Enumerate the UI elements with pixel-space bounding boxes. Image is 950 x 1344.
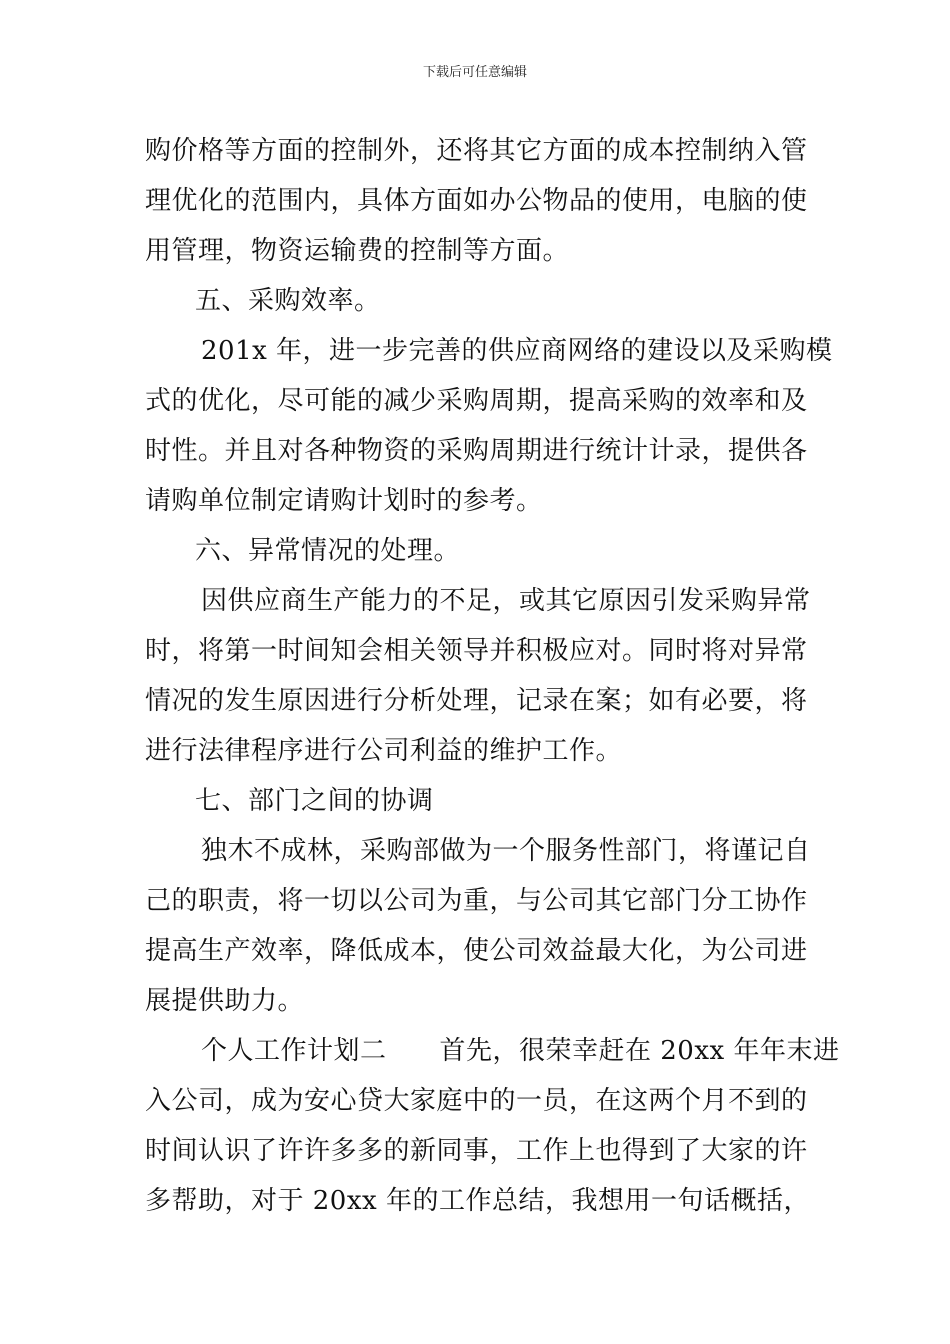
header-text: 下载后可任意编辑 — [422, 65, 527, 80]
text-line: 用管理，物资运输费的控制等方面。 — [145, 236, 570, 266]
text-line: 个人工作计划二 首先，很荣幸赶在 20xx 年年末进 — [201, 1036, 840, 1066]
text-line: 时性。并且对各种物资的采购周期进行统计计录，提供各 — [145, 436, 808, 466]
section-heading — [145, 526, 810, 576]
text-line: 情况的发生原因进行分析处理，记录在案；如有必要，将 — [145, 686, 808, 716]
heading-text: 五、采购效率。 — [195, 286, 381, 316]
section-heading — [145, 776, 810, 826]
text-line: 多帮助，对于 20xx 年的工作总结，我想用一句话概括， — [145, 1186, 810, 1216]
page-header — [0, 64, 950, 82]
text-line: 时间认识了许许多多的新同事，工作上也得到了大家的许 — [145, 1136, 808, 1166]
paragraph — [145, 826, 810, 1026]
heading-text: 六、异常情况的处理。 — [195, 536, 461, 566]
text-line: 请购单位制定请购计划时的参考。 — [145, 486, 543, 516]
paragraph-continuation — [145, 126, 810, 276]
text-line: 理优化的范围内，具体方面如办公物品的使用，电脑的使 — [145, 186, 808, 216]
paragraph — [145, 1026, 840, 1226]
heading-text: 七、部门之间的协调 — [195, 786, 434, 816]
text-line: 提高生产效率，降低成本，使公司效益最大化，为公司进 — [145, 936, 808, 966]
text-line: 式的优化，尽可能的减少采购周期，提高采购的效率和及 — [145, 386, 808, 416]
text-line: 入公司，成为安心贷大家庭中的一员，在这两个月不到的 — [145, 1086, 808, 1116]
text-line: 己的职责，将一切以公司为重，与公司其它部门分工协作 — [145, 886, 808, 916]
text-line: 展提供助力。 — [145, 986, 305, 1016]
paragraph — [145, 576, 810, 776]
text-line: 因供应商生产能力的不足，或其它原因引发采购异常 — [201, 586, 811, 616]
text-line: 时，将第一时间知会相关领导并积极应对。同时将对异常 — [145, 636, 808, 666]
section-heading — [145, 276, 810, 326]
document-body — [145, 126, 840, 1226]
text-line: 独木不成林，采购部做为一个服务性部门，将谨记自 — [201, 836, 811, 866]
text-line: 购价格等方面的控制外，还将其它方面的成本控制纳入管 — [145, 136, 808, 166]
paragraph — [145, 326, 833, 526]
text-line: 201x 年，进一步完善的供应商网络的建设以及采购模 — [201, 336, 833, 366]
text-line: 进行法律程序进行公司利益的维护工作。 — [145, 736, 623, 766]
